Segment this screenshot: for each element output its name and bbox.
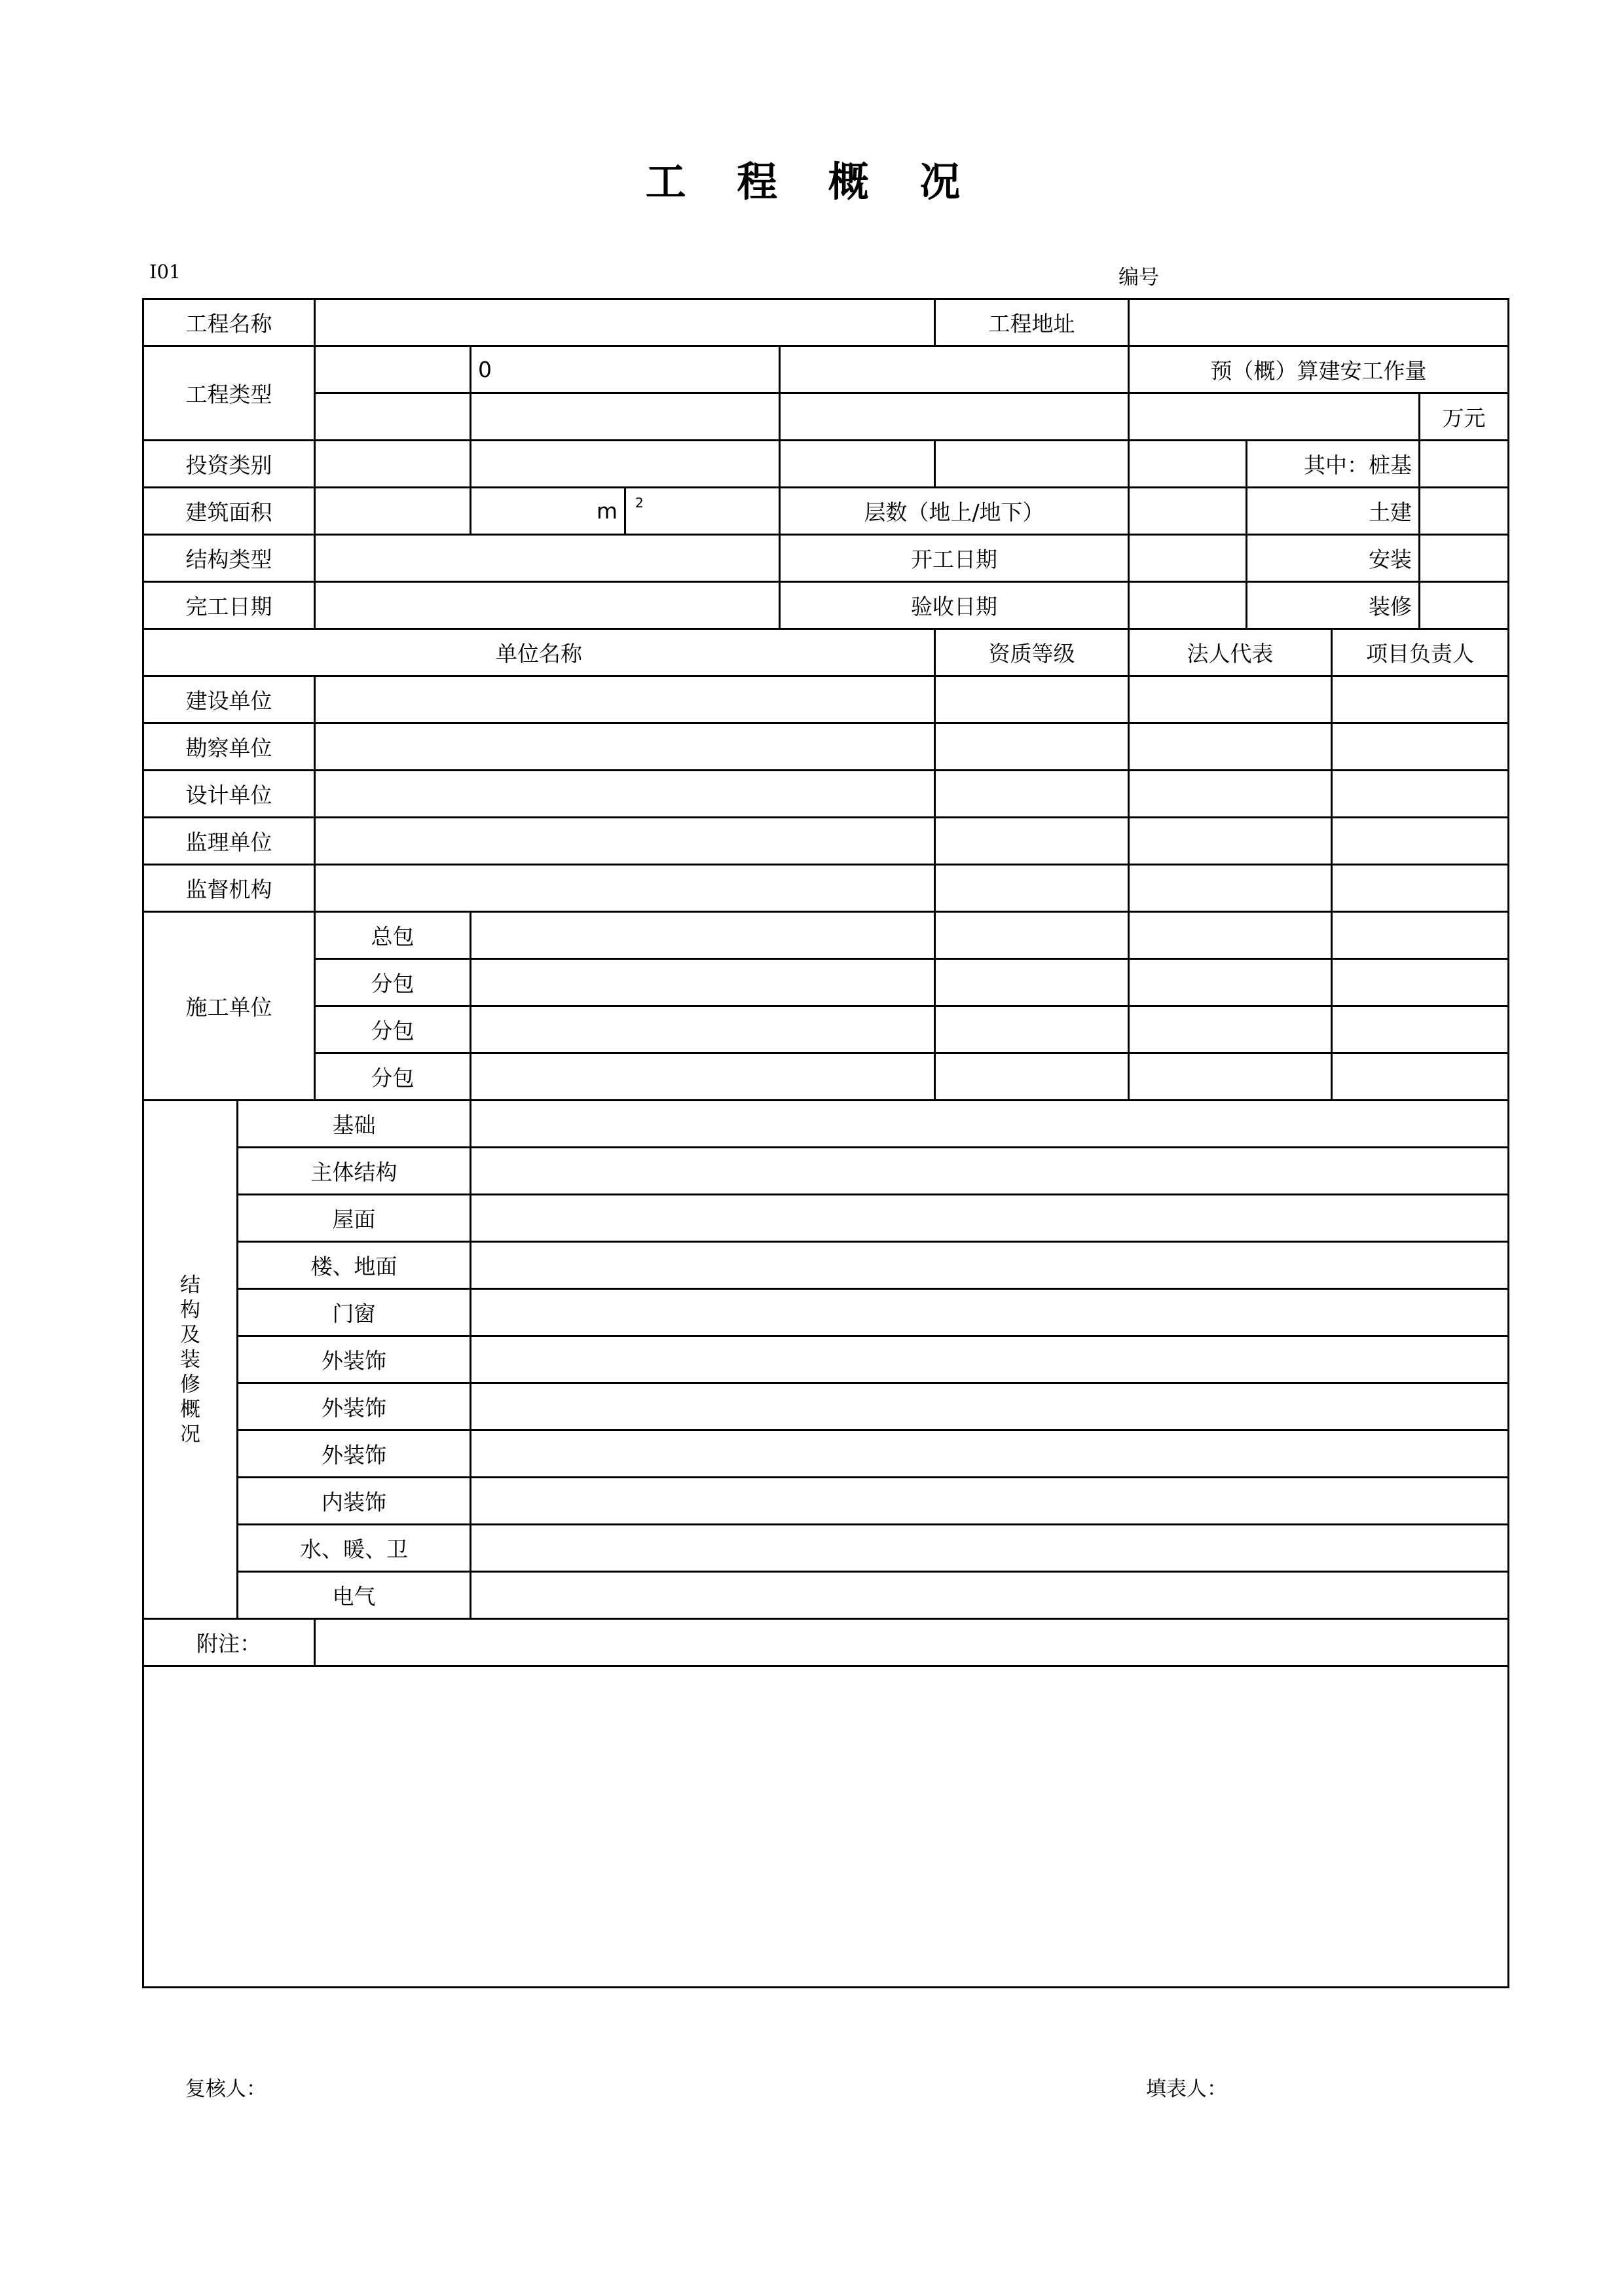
- budget-field[interactable]: [1129, 393, 1420, 441]
- structure-item-foundation: 基础: [238, 1101, 471, 1148]
- manager-field[interactable]: [1332, 771, 1509, 818]
- subcontractor-label: 分包: [315, 1053, 471, 1101]
- project-type-field-3[interactable]: [780, 346, 1129, 393]
- legal-rep-field[interactable]: [1129, 818, 1332, 865]
- decoration-field[interactable]: [1420, 582, 1509, 629]
- qualification-field[interactable]: [935, 676, 1129, 723]
- unit-name-field[interactable]: [315, 723, 935, 771]
- structure-item-field[interactable]: [471, 1525, 1509, 1572]
- general-contractor-label: 总包: [315, 912, 471, 959]
- project-address-field[interactable]: [1129, 299, 1509, 346]
- investment-field-4[interactable]: [935, 441, 1129, 488]
- structure-item-exterior-decoration: 外装饰: [238, 1336, 471, 1383]
- remark-field[interactable]: [315, 1619, 1509, 1666]
- structure-item-field[interactable]: [471, 1572, 1509, 1619]
- legal-rep-field[interactable]: [1129, 1006, 1332, 1053]
- structure-item-field[interactable]: [471, 1383, 1509, 1430]
- qualification-field[interactable]: [935, 771, 1129, 818]
- pile-field[interactable]: [1420, 441, 1509, 488]
- structure-item-field[interactable]: [471, 1336, 1509, 1383]
- project-type-field-5[interactable]: [471, 393, 780, 441]
- unit-name-field[interactable]: [315, 818, 935, 865]
- qualification-field[interactable]: [935, 912, 1129, 959]
- start-date-field[interactable]: [1129, 535, 1247, 582]
- legal-rep-field[interactable]: [1129, 723, 1332, 771]
- page-title: 工 程 概 况: [645, 158, 979, 206]
- unit-label-design: 设计单位: [143, 771, 315, 818]
- unit-label-oversight-agency: 监督机构: [143, 865, 315, 912]
- contractor-name-field[interactable]: [471, 1053, 935, 1101]
- structure-item-field[interactable]: [471, 1195, 1509, 1242]
- remark-label: 附注：: [143, 1619, 315, 1666]
- legal-rep-field[interactable]: [1129, 865, 1332, 912]
- project-type-value[interactable]: 0: [471, 346, 780, 393]
- structure-item-field[interactable]: [471, 1242, 1509, 1289]
- investment-field-5[interactable]: [1129, 441, 1247, 488]
- structure-type-field[interactable]: [315, 535, 780, 582]
- acceptance-date-label: 验收日期: [780, 582, 1129, 629]
- legal-rep-header: 法人代表: [1129, 629, 1332, 676]
- area-unit: m: [471, 488, 625, 535]
- project-address-label: 工程地址: [935, 299, 1129, 346]
- structure-item-exterior-decoration: 外装饰: [238, 1383, 471, 1430]
- structure-item-field[interactable]: [471, 1478, 1509, 1525]
- qualification-field[interactable]: [935, 723, 1129, 771]
- legal-rep-field[interactable]: [1129, 959, 1332, 1006]
- project-overview-table: [142, 298, 1509, 1988]
- manager-field[interactable]: [1332, 1006, 1509, 1053]
- manager-field[interactable]: [1332, 723, 1509, 771]
- project-type-field-1[interactable]: [315, 346, 471, 393]
- investment-field-3[interactable]: [780, 441, 935, 488]
- structure-item-roof: 屋面: [238, 1195, 471, 1242]
- qualification-field[interactable]: [935, 818, 1129, 865]
- finish-date-field[interactable]: [315, 582, 780, 629]
- unit-label-supervision: 监理单位: [143, 818, 315, 865]
- install-label: 安装: [1247, 535, 1420, 582]
- manager-field[interactable]: [1332, 676, 1509, 723]
- investment-field-1[interactable]: [315, 441, 471, 488]
- area-unit-superscript: 2: [635, 495, 644, 511]
- project-type-label: 工程类型: [143, 346, 315, 441]
- unit-label-construction-owner: 建设单位: [143, 676, 315, 723]
- civil-label: 土建: [1247, 488, 1420, 535]
- subcontractor-label: 分包: [315, 1006, 471, 1053]
- structure-item-field[interactable]: [471, 1148, 1509, 1195]
- qualification-header: 资质等级: [935, 629, 1129, 676]
- building-area-field[interactable]: [315, 488, 471, 535]
- legal-rep-field[interactable]: [1129, 1053, 1332, 1101]
- contractor-name-field[interactable]: [471, 959, 935, 1006]
- structure-type-label: 结构类型: [143, 535, 315, 582]
- unit-name-field[interactable]: [315, 865, 935, 912]
- structure-item-doors-windows: 门窗: [238, 1289, 471, 1336]
- investment-type-label: 投资类别: [143, 441, 315, 488]
- contractor-name-field[interactable]: [471, 912, 935, 959]
- investment-field-2[interactable]: [471, 441, 780, 488]
- form-code: I01: [149, 261, 181, 283]
- construction-unit-label: 施工单位: [143, 912, 315, 1101]
- filler-label: 填表人：: [1146, 2077, 1227, 2101]
- project-name-label: 工程名称: [143, 299, 315, 346]
- structure-item-interior-decoration: 内装饰: [238, 1478, 471, 1525]
- start-date-label: 开工日期: [780, 535, 1129, 582]
- unit-label-survey: 勘察单位: [143, 723, 315, 771]
- remark-content-area[interactable]: [143, 1666, 1509, 1988]
- qualification-field[interactable]: [935, 865, 1129, 912]
- contractor-name-field[interactable]: [471, 1006, 935, 1053]
- project-type-field-4[interactable]: [315, 393, 471, 441]
- unit-name-field[interactable]: [315, 676, 935, 723]
- manager-field[interactable]: [1332, 959, 1509, 1006]
- structure-item-exterior-decoration: 外装饰: [238, 1430, 471, 1478]
- floors-field[interactable]: [1129, 488, 1247, 535]
- acceptance-date-field[interactable]: [1129, 582, 1247, 629]
- legal-rep-field[interactable]: [1129, 912, 1332, 959]
- legal-rep-field[interactable]: [1129, 676, 1332, 723]
- subcontractor-label: 分包: [315, 959, 471, 1006]
- reviewer-label: 复核人：: [185, 2077, 267, 2101]
- manager-header: 项目负责人: [1332, 629, 1509, 676]
- unit-name-field[interactable]: [315, 771, 935, 818]
- floors-label: 层数（地上/地下）: [780, 488, 1129, 535]
- building-area-label: 建筑面积: [143, 488, 315, 535]
- structure-item-floor: 楼、地面: [238, 1242, 471, 1289]
- legal-rep-field[interactable]: [1129, 771, 1332, 818]
- manager-field[interactable]: [1332, 818, 1509, 865]
- qualification-field[interactable]: [935, 1006, 1129, 1053]
- finish-date-label: 完工日期: [143, 582, 315, 629]
- structure-overview-label: 结构及装修概况: [143, 1101, 238, 1619]
- structure-item-field[interactable]: [471, 1101, 1509, 1148]
- manager-field[interactable]: [1332, 865, 1509, 912]
- qualification-field[interactable]: [935, 1053, 1129, 1101]
- install-field[interactable]: [1420, 535, 1509, 582]
- structure-item-field[interactable]: [471, 1289, 1509, 1336]
- structure-item-field[interactable]: [471, 1430, 1509, 1478]
- pile-label: 其中：桩基: [1247, 441, 1420, 488]
- unit-name-header: 单位名称: [143, 629, 935, 676]
- structure-item-electrical: 电气: [238, 1572, 471, 1619]
- budget-label: 预（概）算建安工作量: [1129, 346, 1509, 393]
- decoration-label: 装修: [1247, 582, 1420, 629]
- project-type-field-6[interactable]: [780, 393, 1129, 441]
- budget-unit: 万元: [1420, 393, 1509, 441]
- area-unit-sup-cell: [625, 488, 780, 535]
- manager-field[interactable]: [1332, 912, 1509, 959]
- civil-field[interactable]: [1420, 488, 1509, 535]
- structure-item-main-structure: 主体结构: [238, 1148, 471, 1195]
- structure-item-plumbing-hvac: 水、暖、卫: [238, 1525, 471, 1572]
- number-label: 编号: [1118, 266, 1159, 289]
- qualification-field[interactable]: [935, 959, 1129, 1006]
- project-name-field[interactable]: [315, 299, 935, 346]
- manager-field[interactable]: [1332, 1053, 1509, 1101]
